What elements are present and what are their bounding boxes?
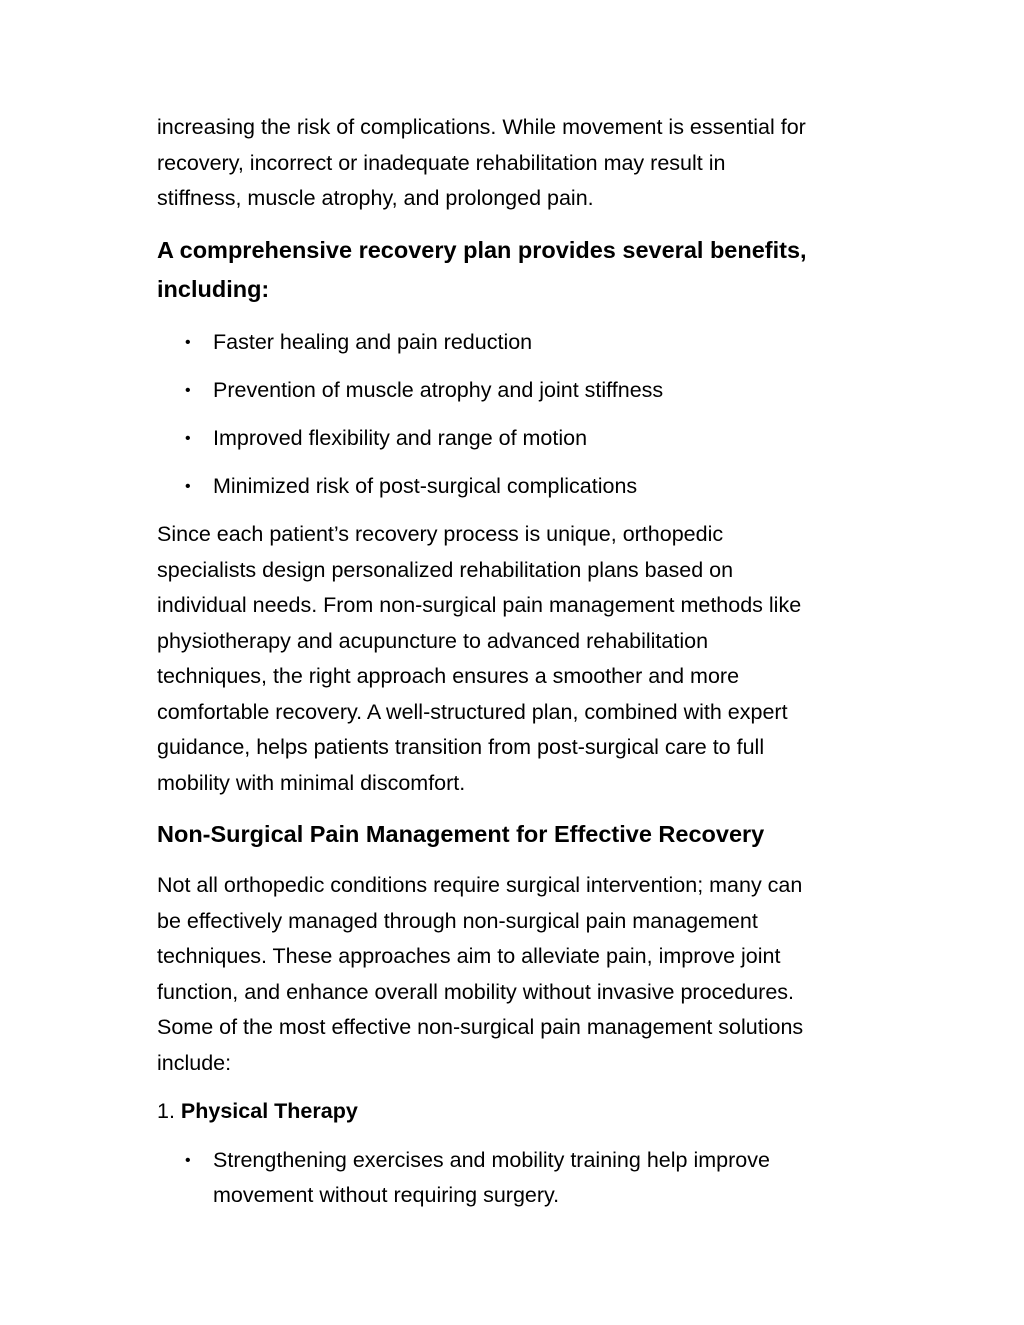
list-item xyxy=(157,373,877,409)
benefit-text: Minimized risk of post-surgical complications xyxy=(213,473,638,498)
intro-paragraph xyxy=(157,110,877,217)
benefit-text: Prevention of muscle atrophy and joint stiffness xyxy=(213,377,664,402)
intro-line-3: stiffness, muscle atrophy, and prolonged pain. xyxy=(157,186,594,210)
numbered-item-heading xyxy=(157,1094,877,1130)
item-number: 1. xyxy=(157,1099,175,1123)
intro-line-1: increasing the risk of complications. While movement is essential for xyxy=(157,115,806,139)
benefits-heading-line-1: A comprehensive recovery plan provides several benefits, xyxy=(157,236,807,263)
nonsurgical-line-3: techniques. These approaches aim to alleviate pain, improve joint xyxy=(157,944,781,968)
benefits-heading-line-2: including: xyxy=(157,275,270,302)
item-title: Physical Therapy xyxy=(180,1099,358,1123)
personalized-line-2: specialists design personalized rehabilitation plans based on xyxy=(157,557,734,582)
nonsurgical-line-5: Some of the most effective non-surgical pain management solutions xyxy=(157,1015,804,1039)
benefit-text: Faster healing and pain reduction xyxy=(213,329,533,354)
nonsurgical-heading: Non-Surgical Pain Management for Effective Recovery xyxy=(157,821,765,847)
personalized-line-5: techniques, the right approach ensures a smoother and more xyxy=(157,664,740,688)
intro-line-2: recovery, incorrect or inadequate rehabilitation may result in xyxy=(157,150,726,175)
personalized-line-3: individual needs. From non-surgical pain management methods like xyxy=(157,593,802,617)
benefit-text: Improved flexibility and range of motion xyxy=(213,425,588,450)
personalized-line-7: guidance, helps patients transition from post-surgical care to full xyxy=(157,735,765,759)
bullet-icon: • xyxy=(185,1151,191,1169)
bullet-icon: • xyxy=(185,333,191,351)
bullet-icon: • xyxy=(185,381,191,399)
personalized-line-4: physiotherapy and acupuncture to advanced rehabilitation xyxy=(157,628,709,653)
benefits-heading xyxy=(157,231,877,309)
nonsurgical-paragraph xyxy=(157,868,877,1081)
list-item xyxy=(157,1143,877,1214)
bullet-icon: • xyxy=(185,429,191,447)
personalized-line-8: mobility with minimal discomfort. xyxy=(157,770,466,795)
personalized-paragraph xyxy=(157,517,877,801)
pt-bullet-text: Strengthening exercises and mobility training help improve movement without requiring surgery. xyxy=(213,1147,770,1207)
benefits-list xyxy=(157,325,877,505)
physical-therapy-list xyxy=(157,1143,877,1214)
bullet-icon: • xyxy=(185,477,191,495)
nonsurgical-line-1: Not all orthopedic conditions require surgical intervention; many can xyxy=(157,873,803,897)
list-item xyxy=(157,421,877,457)
list-item xyxy=(157,325,877,361)
personalized-line-6: comfortable recovery. A well-structured plan, combined with expert xyxy=(157,699,788,724)
document-page xyxy=(157,110,877,1214)
personalized-line-1: Since each patient’s recovery process is unique, orthopedic xyxy=(157,522,724,546)
nonsurgical-line-2: be effectively managed through non-surgical pain management xyxy=(157,908,758,933)
list-item xyxy=(157,469,877,505)
nonsurgical-line-4: function, and enhance overall mobility without invasive procedures. xyxy=(157,979,795,1004)
nonsurgical-line-6: include: xyxy=(157,1050,232,1075)
